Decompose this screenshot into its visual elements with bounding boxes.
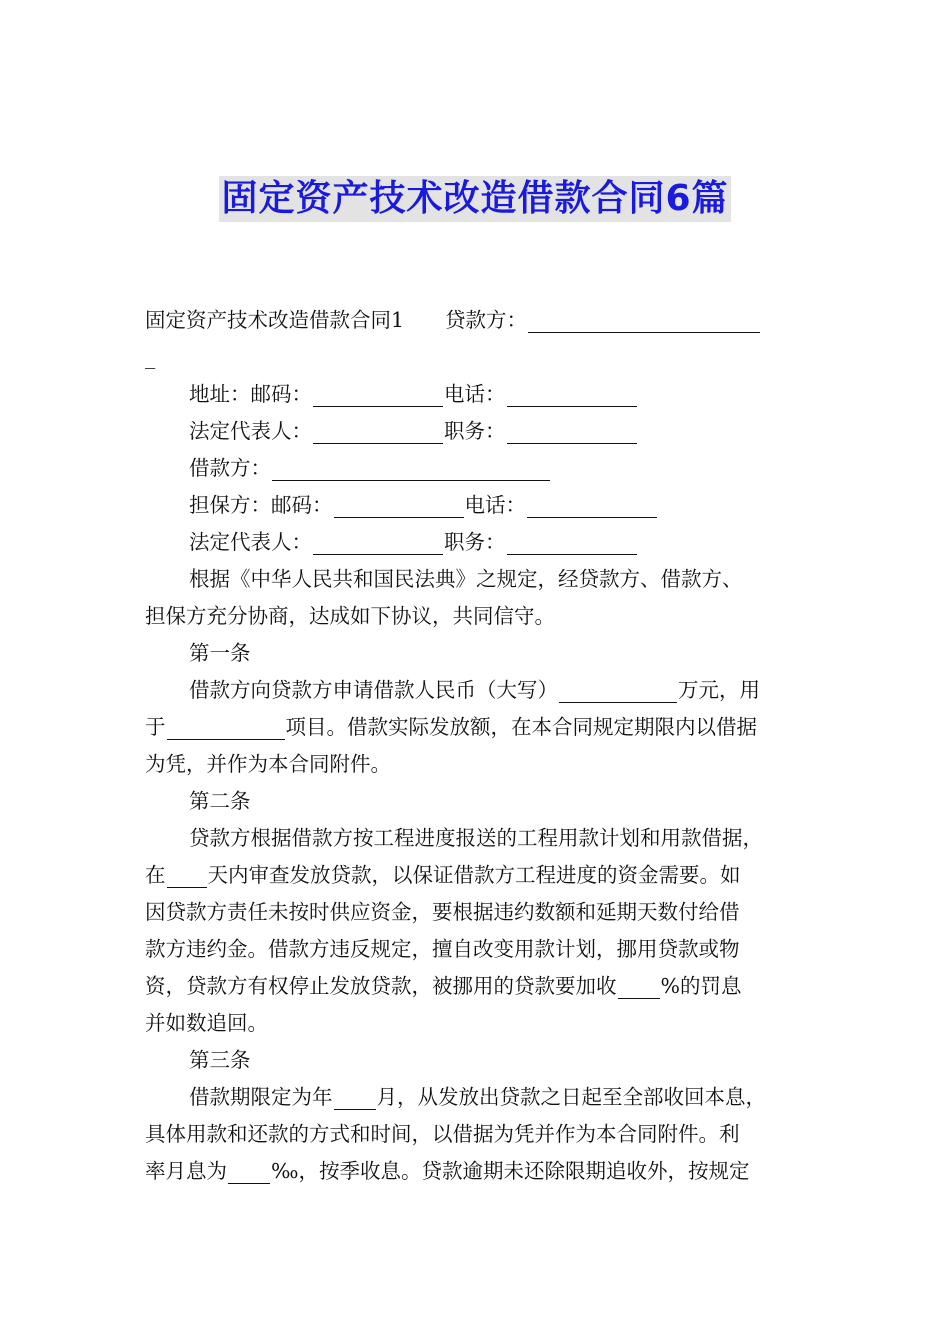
blank-field [313, 532, 443, 555]
text: 天内审查发放贷款，以保证借款方工程进度的资金需要。如 [207, 863, 741, 887]
text: 担保方充分协商，达成如下协议，共同信守。 [145, 604, 555, 628]
text: 并如数追回。 [145, 1011, 268, 1035]
blank-field [507, 421, 637, 444]
section-heading [145, 1042, 810, 1079]
text-line [145, 1079, 810, 1116]
text: %的罚息 [660, 974, 742, 998]
text: 担保方：邮码： [189, 493, 333, 517]
text: 第一条 [189, 641, 251, 665]
text: 借款方向贷款方申请借款人民币（大写） [189, 678, 558, 702]
blank-field [559, 680, 677, 703]
text-line [145, 672, 810, 709]
text-line [145, 931, 810, 968]
text: 法定代表人： [189, 419, 312, 443]
blank-field [167, 717, 285, 740]
text: 电话： [464, 493, 526, 517]
blank-field [334, 495, 464, 518]
blank-field [313, 421, 443, 444]
text: 月，从发放出贷款之日起至全部收回本息， [376, 1085, 766, 1109]
text: 第二条 [189, 789, 251, 813]
text-line [145, 1116, 810, 1153]
text: 第三条 [189, 1048, 251, 1072]
section-heading [145, 783, 810, 820]
blank-field [528, 310, 760, 333]
text: _ [145, 345, 156, 369]
text-line [145, 561, 810, 598]
text: 万元，用 [678, 678, 760, 702]
text: 资，贷款方有权停止发放贷款，被挪用的贷款要加收 [145, 974, 617, 998]
blank-field [507, 532, 637, 555]
text: 职务： [444, 419, 506, 443]
text: 具体用款和还款的方式和时间，以借据为凭并作为本合同附件。利 [145, 1122, 740, 1146]
text: 在 [145, 863, 166, 887]
text: 借款方： [189, 456, 271, 480]
text-line [145, 709, 810, 746]
text: 率月息为 [145, 1159, 227, 1183]
text: 项目。借款实际发放额，在本合同规定期限内以借据 [285, 715, 757, 739]
text-line [145, 746, 810, 783]
text: 为凭，并作为本合同附件。 [145, 752, 391, 776]
text: 固定资产技术改造借款合同1 贷款方： [145, 308, 528, 332]
text-line [145, 894, 810, 931]
blank-field [334, 1087, 376, 1110]
text-line [145, 857, 810, 894]
section-heading [145, 635, 810, 672]
text-line [145, 820, 810, 857]
text: 电话： [444, 382, 506, 406]
blank-field [527, 495, 657, 518]
text-line [145, 339, 810, 376]
text-line [145, 302, 810, 339]
blank-field [272, 458, 550, 481]
text: 借款期限定为年 [189, 1085, 333, 1109]
document-body [145, 302, 810, 1190]
text: 于 [145, 715, 166, 739]
text-line [145, 450, 810, 487]
text: 贷款方根据借款方按工程进度报送的工程用款计划和用款借据， [189, 826, 763, 850]
blank-field [507, 384, 637, 407]
text: 职务： [444, 530, 506, 554]
text: ‰，按季收息。贷款逾期未还除限期追收外，按规定 [271, 1159, 750, 1183]
text: 因贷款方责任未按时供应资金，要根据违约数额和延期天数付给借 [145, 900, 740, 924]
blank-field [618, 976, 660, 999]
blank-field [167, 865, 207, 888]
text-line [145, 413, 810, 450]
blank-field [228, 1161, 270, 1184]
text: 款方违约金。借款方违反规定，擅自改变用款计划，挪用贷款或物 [145, 937, 740, 961]
title-wrap [0, 176, 950, 222]
text: 法定代表人： [189, 530, 312, 554]
text-line [145, 598, 810, 635]
text-line [145, 1153, 810, 1190]
text-line [145, 1005, 810, 1042]
text: 地址：邮码： [189, 382, 312, 406]
text-line [145, 524, 810, 561]
text: 根据《中华人民共和国民法典》之规定，经贷款方、借款方、 [189, 567, 743, 591]
text-line [145, 376, 810, 413]
text-line [145, 968, 810, 1005]
text-line [145, 487, 810, 524]
document-title: 固定资产技术改造借款合同6篇 [219, 176, 730, 222]
blank-field [313, 384, 443, 407]
